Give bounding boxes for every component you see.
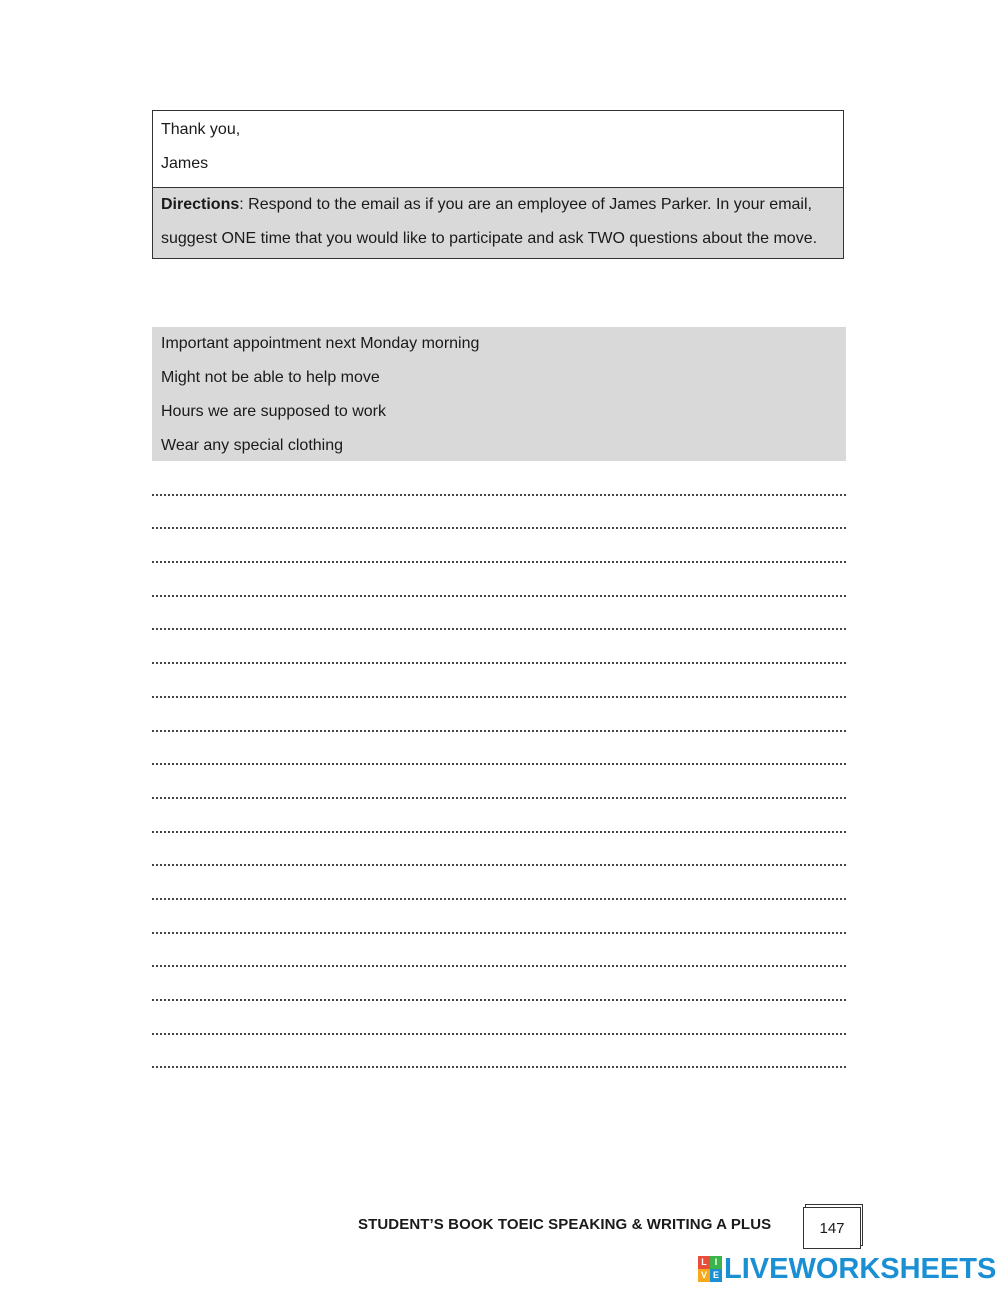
brand-icon-tile: E — [710, 1269, 722, 1282]
answer-line[interactable] — [152, 833, 846, 867]
answer-line[interactable] — [152, 967, 846, 1001]
answer-line[interactable] — [152, 529, 846, 563]
page-number-box — [803, 1207, 861, 1249]
brand-icon-tile: I — [710, 1256, 722, 1269]
email-excerpt-box — [152, 110, 844, 259]
brand-icon-tile: L — [698, 1256, 710, 1269]
answer-line[interactable] — [152, 934, 846, 968]
answer-line[interactable] — [152, 698, 846, 732]
answer-line[interactable] — [152, 866, 846, 900]
email-closing-section — [153, 111, 843, 188]
answer-line[interactable] — [152, 900, 846, 934]
answer-line[interactable] — [152, 563, 846, 597]
brand-icon-tile: V — [698, 1269, 710, 1282]
answer-line[interactable] — [152, 732, 846, 766]
liveworksheets-logo — [698, 1254, 996, 1284]
answer-line[interactable] — [152, 664, 846, 698]
liveworksheets-icon — [698, 1256, 722, 1282]
email-closing: Thank you, — [161, 121, 241, 138]
note-item: Wear any special clothing — [161, 437, 344, 454]
directions-label: Directions — [161, 196, 240, 213]
answer-area[interactable] — [152, 462, 846, 1068]
answer-line[interactable] — [152, 799, 846, 833]
answer-line[interactable] — [152, 630, 846, 664]
note-item: Important appointment next Monday morning — [161, 335, 480, 352]
answer-line[interactable] — [152, 1001, 846, 1035]
answer-line[interactable] — [152, 765, 846, 799]
note-item: Hours we are supposed to work — [161, 403, 386, 420]
note-item: Might not be able to help move — [161, 369, 380, 386]
book-title: STUDENT’S BOOK TOEIC SPEAKING & WRITING A PLUS — [358, 1216, 772, 1233]
page-number: 147 — [819, 1219, 845, 1237]
notes-box — [152, 327, 846, 461]
brand-name: LIVEWORKSHEETS — [724, 1252, 997, 1285]
directions-section — [153, 188, 843, 258]
email-signature: James — [161, 155, 209, 172]
answer-line[interactable] — [152, 462, 846, 496]
answer-line[interactable] — [152, 597, 846, 631]
answer-line[interactable] — [152, 496, 846, 530]
directions-text: : Respond to the email as if you are an employee of James Parker. In your email, suggest ONE time that you would like to participate and ask TWO questions about the move. — [161, 196, 818, 247]
answer-line[interactable] — [152, 1035, 846, 1069]
